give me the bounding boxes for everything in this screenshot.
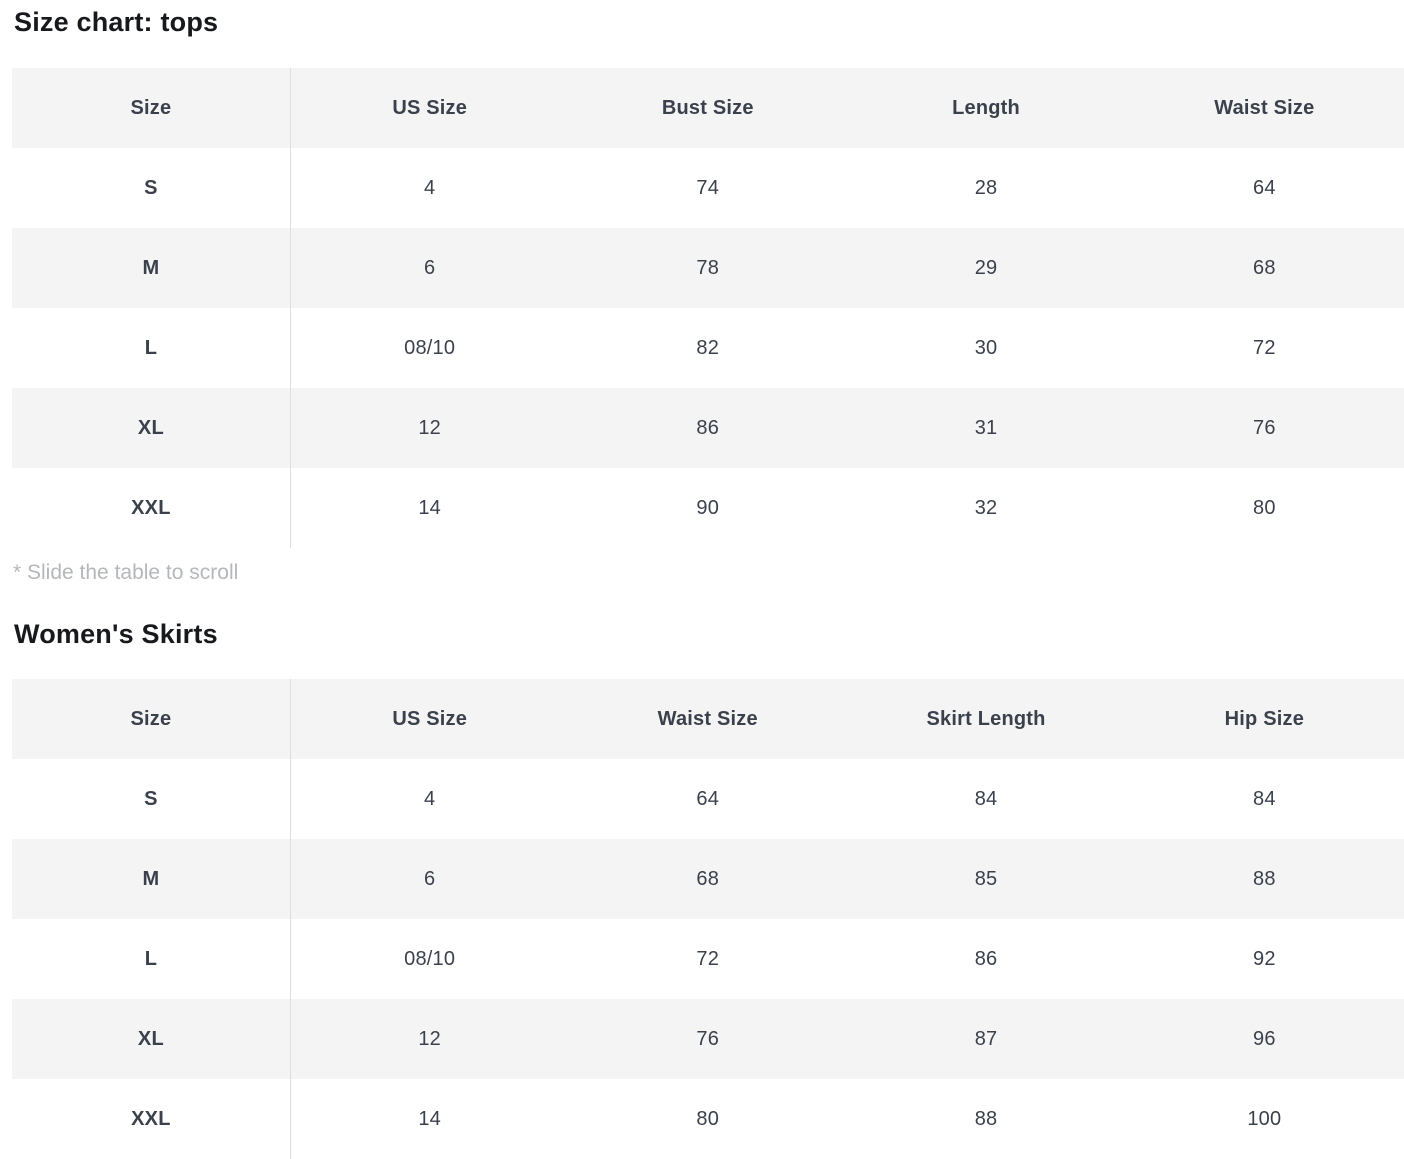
size-label-cell: M bbox=[12, 839, 290, 919]
tops-size-table[interactable] bbox=[12, 68, 1404, 548]
table-row bbox=[12, 1079, 1404, 1159]
value-cell: 85 bbox=[974, 867, 998, 890]
size-label-cell: XXL bbox=[12, 1079, 290, 1159]
value-cell: 92 bbox=[1253, 947, 1276, 970]
table-row bbox=[12, 919, 1404, 999]
column-header: Waist Size bbox=[657, 707, 758, 730]
value-cell: 72 bbox=[696, 947, 720, 970]
value-cell: 88 bbox=[974, 1107, 998, 1130]
value-cell: 32 bbox=[974, 496, 998, 519]
size-label-cell: L bbox=[12, 308, 290, 388]
size-label-cell: M bbox=[12, 228, 290, 308]
column-header: Hip Size bbox=[1224, 707, 1305, 730]
column-header: Size bbox=[12, 68, 290, 148]
value-cell: 14 bbox=[418, 1107, 442, 1130]
value-cell: 6 bbox=[424, 256, 436, 279]
size-label-cell: XL bbox=[12, 999, 290, 1079]
value-cell: 4 bbox=[424, 176, 436, 199]
value-cell: 74 bbox=[696, 176, 720, 199]
value-cell: 90 bbox=[696, 496, 720, 519]
column-header: US Size bbox=[392, 96, 468, 119]
tops-section bbox=[0, 6, 1404, 586]
value-cell: 28 bbox=[974, 176, 998, 199]
table-row bbox=[12, 308, 1404, 388]
value-cell: 68 bbox=[1253, 256, 1276, 279]
column-header: Bust Size bbox=[661, 96, 754, 119]
value-cell: 6 bbox=[424, 867, 436, 890]
value-cell: 12 bbox=[418, 416, 442, 439]
value-cell: 80 bbox=[1253, 496, 1276, 519]
value-cell: 100 bbox=[1247, 1107, 1282, 1130]
value-cell: 84 bbox=[974, 787, 998, 810]
size-label-cell: L bbox=[12, 919, 290, 999]
table-row bbox=[12, 388, 1404, 468]
header-row bbox=[12, 679, 1404, 759]
table-row bbox=[12, 468, 1404, 548]
value-cell: 87 bbox=[974, 1027, 998, 1050]
value-cell: 08/10 bbox=[404, 336, 456, 359]
value-cell: 08/10 bbox=[404, 947, 456, 970]
value-cell: 88 bbox=[1253, 867, 1276, 890]
size-label-cell: S bbox=[12, 759, 290, 839]
column-header: Size bbox=[12, 679, 290, 759]
value-cell: 76 bbox=[1253, 416, 1276, 439]
column-header: Waist Size bbox=[1214, 96, 1315, 119]
table-row bbox=[12, 148, 1404, 228]
value-cell: 72 bbox=[1253, 336, 1276, 359]
value-cell: 64 bbox=[696, 787, 720, 810]
section-title-tops: Size chart: tops bbox=[14, 7, 219, 37]
value-cell: 86 bbox=[974, 947, 998, 970]
value-cell: 31 bbox=[974, 416, 998, 439]
value-cell: 4 bbox=[424, 787, 436, 810]
value-cell: 64 bbox=[1253, 176, 1276, 199]
scroll-note: * Slide the table to scroll bbox=[13, 561, 239, 584]
column-header: US Size bbox=[392, 707, 468, 730]
section-title-skirts: Women's Skirts bbox=[14, 619, 218, 649]
value-cell: 84 bbox=[1253, 787, 1276, 810]
size-label-cell: XL bbox=[12, 388, 290, 468]
value-cell: 80 bbox=[696, 1107, 720, 1130]
column-header: Length bbox=[952, 96, 1020, 119]
table-row bbox=[12, 999, 1404, 1079]
value-cell: 96 bbox=[1253, 1027, 1276, 1050]
header-row bbox=[12, 68, 1404, 148]
value-cell: 30 bbox=[974, 336, 998, 359]
table-row bbox=[12, 228, 1404, 308]
value-cell: 29 bbox=[974, 256, 998, 279]
size-label-cell: XXL bbox=[12, 468, 290, 548]
skirts-size-table[interactable] bbox=[12, 679, 1404, 1159]
column-header: Skirt Length bbox=[926, 707, 1046, 730]
value-cell: 14 bbox=[418, 496, 442, 519]
value-cell: 78 bbox=[696, 256, 720, 279]
value-cell: 86 bbox=[696, 416, 720, 439]
value-cell: 12 bbox=[418, 1027, 442, 1050]
table-row bbox=[12, 839, 1404, 919]
table-row bbox=[12, 759, 1404, 839]
size-label-cell: S bbox=[12, 148, 290, 228]
value-cell: 76 bbox=[696, 1027, 720, 1050]
value-cell: 68 bbox=[696, 867, 720, 890]
skirts-section bbox=[0, 618, 1404, 1159]
value-cell: 82 bbox=[696, 336, 720, 359]
